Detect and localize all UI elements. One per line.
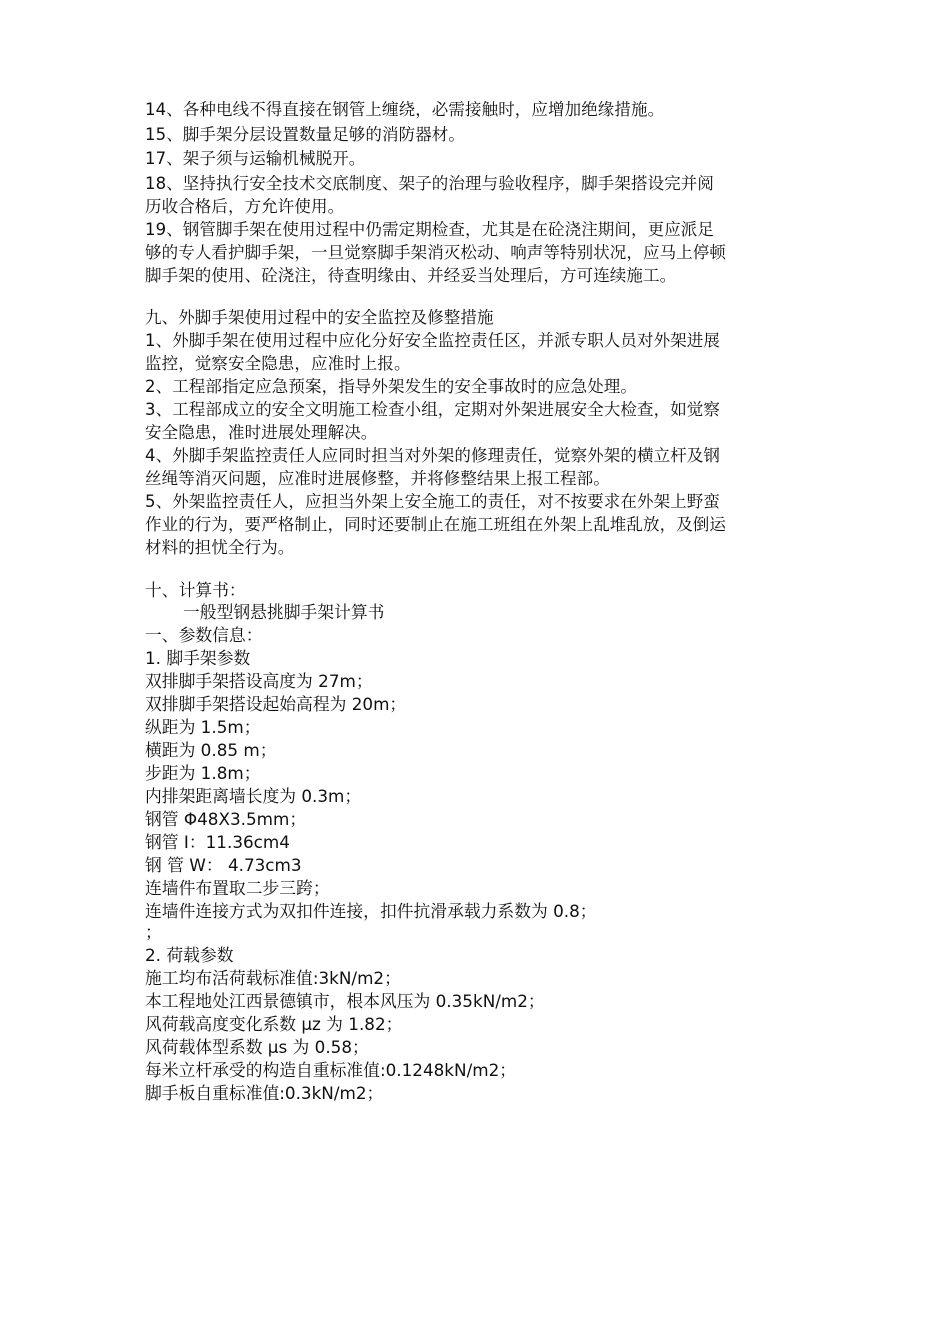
safety-item-18-line2: 历收合格后，方允许使用。 [145, 197, 345, 216]
section-nine-line: 5、外架监控责任人，应担当外架上安全施工的责任，对不按要求在外架上野蛮 [145, 492, 720, 511]
section-nine-line: 作业的行为，要严格制止，同时还要制止在施工班组在外架上乱堆乱放，及倒运 [145, 515, 726, 534]
scaffold-params-title: 1. 脚手架参数 [145, 648, 251, 668]
section-nine-heading: 九、外脚手架使用过程中的安全监控及修整措施 [145, 308, 494, 327]
load-param: 施工均布活荷载标准值:3kN/m2； [145, 968, 401, 988]
section-nine-line: 监控，觉察安全隐患，应准时上报。 [145, 354, 411, 373]
section-nine-line: 1、外脚手架在使用过程中应化分好安全监控责任区，并派专职人员对外架进展 [145, 331, 720, 350]
section-nine-line: 2、工程部指定应急预案，指导外架发生的安全事故时的应急处理。 [145, 377, 637, 396]
part-one-heading: 一、参数信息： [145, 625, 263, 645]
section-ten-heading: 十、计算书： [145, 580, 246, 600]
scaffold-param: 连墙件布置取二步三跨； [145, 878, 330, 898]
safety-item-17: 17、架子须与运输机械脱开。 [145, 149, 366, 168]
section-nine-line: 材料的担忧全行为。 [145, 538, 295, 557]
safety-item-19-line2: 够的专人看护脚手架，一旦觉察脚手架消灭松动、响声等特别状况，应马上停顿 [145, 243, 726, 262]
scaffold-param: 钢管 I：11.36cm4 [145, 832, 290, 852]
scaffold-param: 钢管 Φ48X3.5mm； [145, 809, 307, 829]
scaffold-param: 内排架距离墙长度为 0.3m； [145, 786, 362, 806]
section-nine-line: 3、工程部成立的安全文明施工检查小组，定期对外架进展安全大检查，如觉察 [145, 400, 720, 419]
load-param: 本工程地处江西景德镇市，根本风压为 0.35kN/m2； [145, 991, 545, 1011]
scaffold-param: 双排脚手架搭设高度为 27m； [145, 671, 373, 691]
safety-item-19-line3: 脚手架的使用、砼浇注，待查明缘由、并经妥当处理后，方可连续施工。 [145, 266, 677, 285]
section-nine-line: 4、外脚手架监控责任人应同时担当对外架的修理责任，觉察外架的横立杆及钢 [145, 446, 720, 465]
scaffold-param: 纵距为 1.5m； [145, 717, 261, 737]
section-nine-line: 丝绳等消灭问题，应准时进展修整，并将修整结果上报工程部。 [145, 469, 610, 488]
calc-book-title: 一般型钢悬挑脚手架计算书 [183, 602, 385, 622]
section-nine-line: 安全隐患，准时进展处理解决。 [145, 423, 378, 442]
scaffold-param: 双排脚手架搭设起始高程为 20m； [145, 694, 407, 714]
load-param: 脚手板自重标准值:0.3kN/m2； [145, 1083, 384, 1103]
safety-item-14: 14、各种电线不得直接在钢管上缠绕，必需接触时，应增加绝缘措施。 [145, 100, 665, 119]
scaffold-param: 钢 管 W： 4.73cm3 [145, 855, 302, 875]
scaffold-param: 步距为 1.8m； [145, 763, 261, 783]
scaffold-param: 横距为 0.85 m； [145, 740, 277, 760]
load-params-title: 2. 荷载参数 [145, 945, 234, 965]
load-param: 风荷载体型系数 μs 为 0.58； [145, 1037, 369, 1057]
load-param: 风荷载高度变化系数 μz 为 1.82； [145, 1014, 403, 1034]
scaffold-param: 连墙件连接方式为双扣件连接，扣件抗滑承载力系数为 0.8； [145, 901, 597, 921]
safety-item-15: 15、脚手架分层设置数量足够的消防器材。 [145, 125, 465, 144]
scaffold-param: ； [145, 922, 162, 942]
safety-item-19-line1: 19、钢管脚手架在使用过程中仍需定期检查，尤其是在砼浇注期间，更应派足 [145, 220, 714, 239]
load-param: 每米立杆承受的构造自重标准值:0.1248kN/m2； [145, 1060, 517, 1080]
safety-item-18-line1: 18、坚持执行安全技术交底制度、架子的治理与验收程序，脚手架搭设完并阅 [145, 174, 714, 193]
